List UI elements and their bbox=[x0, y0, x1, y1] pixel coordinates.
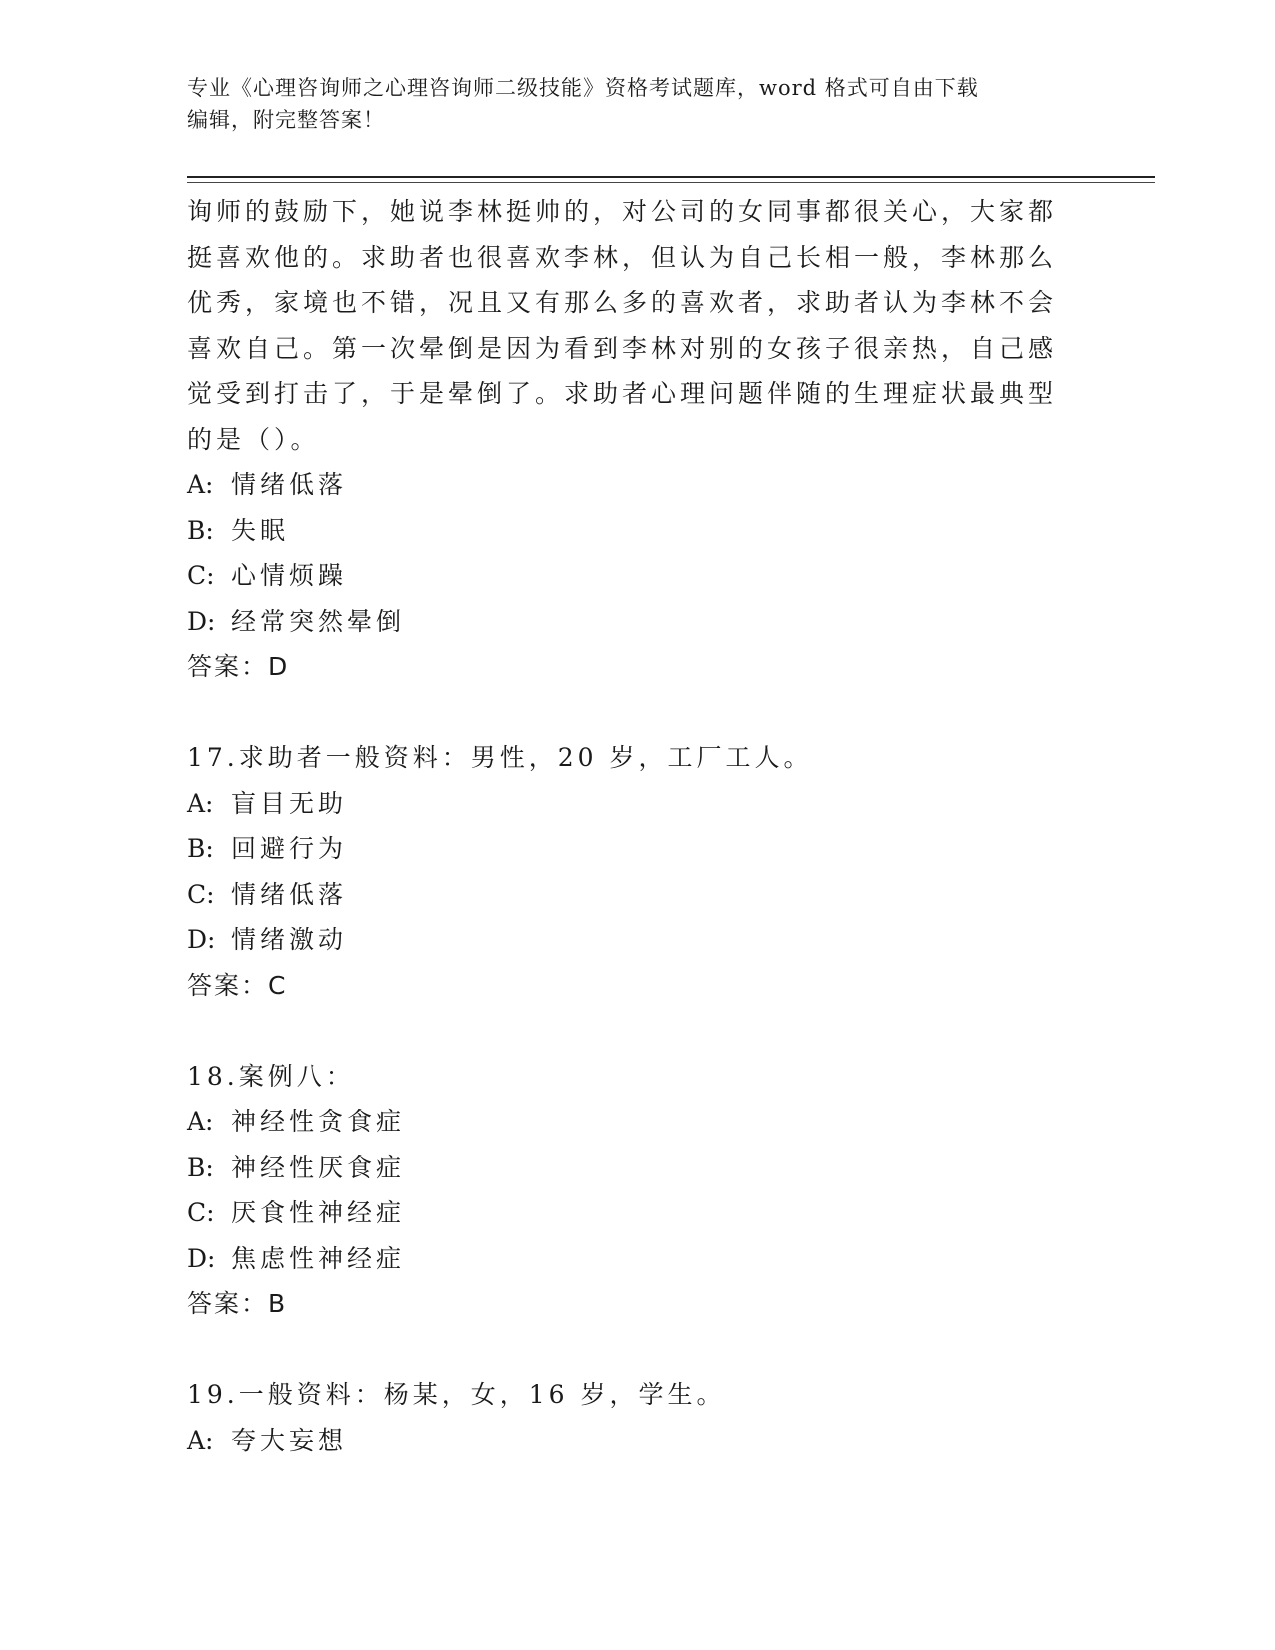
header-line-1: 专业《心理咨询师之心理咨询师二级技能》资格考试题库，word 格式可自由下载 bbox=[187, 76, 979, 100]
option-key: B: bbox=[187, 1152, 214, 1182]
option-text: 回避行为 bbox=[231, 834, 348, 863]
option-key: D: bbox=[187, 1243, 216, 1273]
question-stem-line: 询师的鼓励下，她说李林挺帅的，对公司的女同事都很关心，大家都 bbox=[187, 197, 1058, 226]
question-17 bbox=[187, 735, 1067, 1008]
question-stem: 18.案例八： bbox=[187, 1061, 355, 1091]
question-stem: 17.求助者一般资料：男性，20 岁，工厂工人。 bbox=[187, 743, 813, 772]
option-a bbox=[187, 781, 1067, 827]
option-d bbox=[187, 1236, 1067, 1282]
question-stem-line: 喜欢自己。第一次晕倒是因为看到李林对别的女孩子很亲热，自己感 bbox=[187, 333, 1058, 363]
option-text: 情绪低落 bbox=[231, 879, 348, 909]
option-c bbox=[187, 1190, 1067, 1236]
option-b bbox=[187, 826, 1067, 872]
option-text: 神经性厌食症 bbox=[231, 1152, 406, 1182]
option-text: 失眠 bbox=[231, 515, 290, 545]
option-d bbox=[187, 599, 1067, 645]
option-b bbox=[187, 1145, 1067, 1191]
option-text: 情绪激动 bbox=[231, 925, 348, 954]
header-rule-thin bbox=[187, 182, 1155, 183]
option-text: 厌食性神经症 bbox=[231, 1198, 406, 1227]
question-19 bbox=[187, 1372, 1067, 1463]
option-a bbox=[187, 1418, 1067, 1464]
option-key: A: bbox=[187, 788, 214, 818]
option-key: D: bbox=[187, 925, 216, 954]
question-stem-line: 挺喜欢他的。求助者也很喜欢李林，但认为自己长相一般，李林那么 bbox=[187, 242, 1058, 272]
option-key: B: bbox=[187, 515, 214, 545]
answer-line: 答案：B bbox=[187, 1289, 288, 1318]
document-body bbox=[187, 189, 1067, 1463]
question-stem: 19.一般资料：杨某，女，16 岁，学生。 bbox=[187, 1380, 726, 1409]
question-stem-line: 的是（）。 bbox=[187, 424, 320, 454]
option-key: C: bbox=[187, 1198, 215, 1227]
option-key: A: bbox=[187, 1107, 214, 1136]
option-text: 盲目无助 bbox=[231, 788, 348, 818]
option-a bbox=[187, 1099, 1067, 1145]
option-text: 夸大妄想 bbox=[231, 1425, 348, 1455]
option-a bbox=[187, 462, 1067, 508]
document-header bbox=[187, 72, 1067, 136]
option-text: 心情烦躁 bbox=[231, 561, 348, 590]
option-key: A: bbox=[187, 470, 214, 499]
option-key: C: bbox=[187, 879, 215, 909]
answer-line: 答案：D bbox=[187, 652, 290, 681]
option-text: 神经性贪食症 bbox=[231, 1107, 406, 1136]
option-d bbox=[187, 917, 1067, 963]
question-18 bbox=[187, 1054, 1067, 1327]
question-stem-line: 觉受到打击了，于是晕倒了。求助者心理问题伴随的生理症状最典型 bbox=[187, 379, 1058, 408]
option-key: A: bbox=[187, 1425, 214, 1455]
option-key: B: bbox=[187, 834, 214, 863]
option-text: 焦虑性神经症 bbox=[231, 1243, 406, 1273]
answer-line: 答案：C bbox=[187, 970, 288, 1000]
option-text: 情绪低落 bbox=[231, 470, 348, 499]
header-line-2: 编辑，附完整答案！ bbox=[187, 108, 385, 132]
header-rule-thick bbox=[187, 176, 1155, 178]
option-b bbox=[187, 508, 1067, 554]
question-16 bbox=[187, 189, 1067, 690]
option-text: 经常突然晕倒 bbox=[231, 606, 406, 636]
question-stem-line: 优秀，家境也不错，况且又有那么多的喜欢者，求助者认为李林不会 bbox=[187, 288, 1058, 317]
option-key: D: bbox=[187, 606, 216, 636]
option-c bbox=[187, 553, 1067, 599]
option-c bbox=[187, 872, 1067, 918]
option-key: C: bbox=[187, 561, 215, 590]
